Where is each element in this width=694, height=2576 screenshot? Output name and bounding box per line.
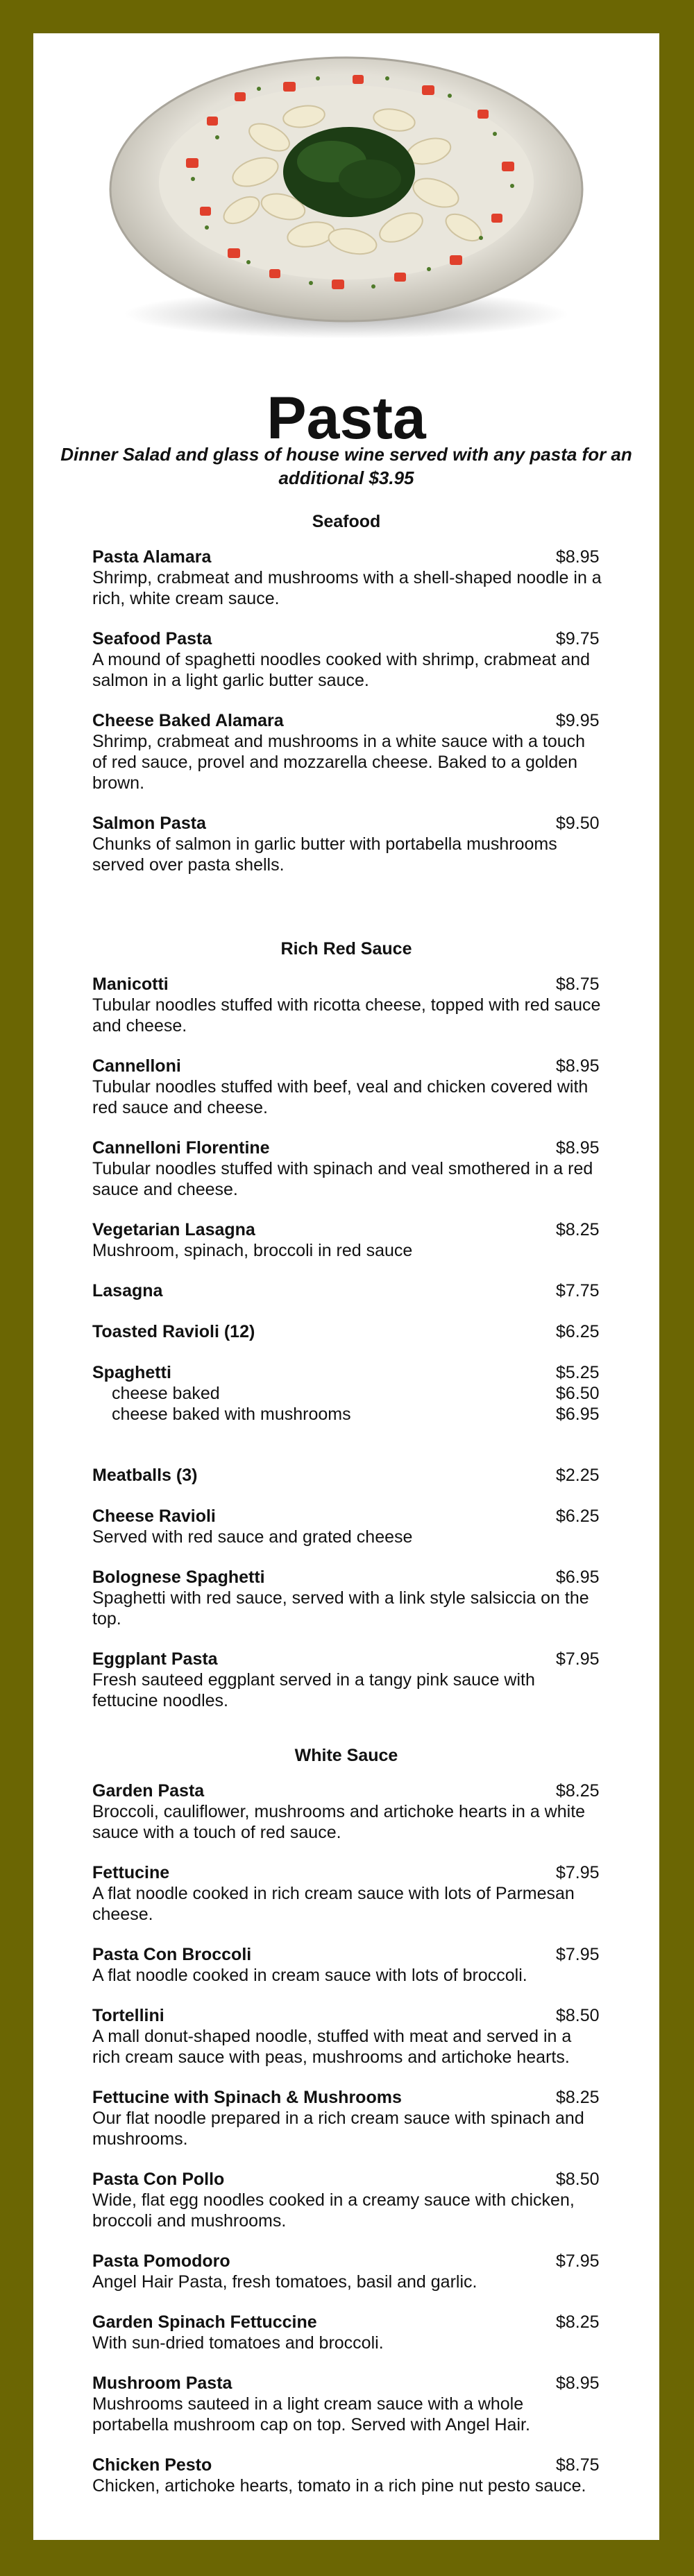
item-name: Meatballs (3) [92,1466,198,1485]
item-name: Manicotti [92,974,169,994]
menu-item [92,2087,602,2149]
item-description: Spaghetti with red sauce, served with a link style salsiccia on the top. [92,1588,589,1629]
item-name: Toasted Ravioli (12) [92,1322,255,1341]
item-description: A mall donut-shaped noodle, stuffed with meat and served in a rich cream sauce with peas, mushrooms and artichoke hearts. [92,2027,572,2067]
item-price: $8.95 [556,547,600,567]
item-description: A flat noodle cooked in cream sauce with lots of broccoli. [92,1966,527,1985]
item-price: $7.95 [556,1945,600,1964]
menu-item [92,1465,602,1486]
item-name: Cheese Ravioli [92,1506,216,1526]
item-description: Mushroom, spinach, broccoli in red sauce [92,1241,413,1260]
menu-item [92,1056,602,1118]
item-description: Our flat noodle prepared in a rich cream sauce with spinach and mushrooms. [92,2109,584,2149]
item-price: $7.95 [556,1863,600,1882]
item-description: Mushrooms sauteed in a light cream sauce with a whole portabella mushroom cap on top. Served with Angel Hair. [92,2394,530,2435]
item-description: Shrimp, crabmeat and mushrooms in a white sauce with a touch of red sauce, provel and mozzarella cheese. Baked to a golden brown. [92,732,586,793]
item-name: Salmon Pasta [92,814,206,833]
menu-item [92,628,602,691]
item-price: $6.25 [556,1322,600,1341]
menu-item [92,974,602,1036]
menu-item [92,1280,602,1301]
item-price: $8.25 [556,1781,600,1801]
item-description: A mound of spaghetti noodles cooked with shrimp, crabmeat and salmon in a light garlic butter sauce. [92,650,591,690]
item-price: $9.75 [556,629,600,649]
item-price: $8.25 [556,1220,600,1239]
menu-item [92,2312,602,2353]
item-price: $8.75 [556,2455,600,2475]
item-name: Spaghetti [92,1363,171,1382]
item-price: $8.95 [556,2373,600,2393]
menu-item [92,1362,602,1425]
intro-note: Dinner Salad and glass of house wine served with any pasta for an additional $3.95 [60,444,632,488]
item-name: Garden Spinach Fettuccine [92,2312,317,2332]
menu-item [92,2373,602,2435]
item-name: Lasagna [92,1281,163,1300]
section-title-seafood: Seafood [312,512,381,531]
item-name: Fettucine [92,1863,170,1882]
item-description: Angel Hair Pasta, fresh tomatoes, basil and garlic. [92,2272,477,2292]
item-option: cheese baked with mushrooms [112,1405,351,1424]
item-description: Chicken, artichoke hearts, tomato in a rich pine nut pesto sauce. [92,2476,586,2496]
menu-item [92,710,602,793]
item-price: $8.50 [556,2170,600,2189]
item-name: Pasta Alamara [92,547,212,567]
item-price: $9.95 [556,711,600,730]
item-name: Vegetarian Lasagna [92,1220,255,1239]
item-name: Seafood Pasta [92,629,212,649]
menu-item [92,813,602,875]
menu-item [92,1567,602,1629]
item-description: A flat noodle cooked in rich cream sauce with lots of Parmesan cheese. [92,1884,575,1924]
item-name: Garden Pasta [92,1781,205,1801]
item-price: $5.25 [556,1363,600,1382]
page-title: Pasta [266,385,426,452]
section-title-red-sauce: Rich Red Sauce [280,939,412,959]
menu-item [92,1944,602,1986]
item-description: Tubular noodles stuffed with spinach and veal smothered in a red sauce and cheese. [92,1159,593,1199]
item-option: cheese baked [112,1384,220,1403]
item-price: $8.25 [556,2088,600,2107]
item-description: Wide, flat egg noodles cooked in a creamy sauce with chicken, broccoli and mushrooms. [92,2190,575,2231]
menu-item [92,1506,602,1547]
menu-item [92,2455,602,2496]
item-option-price: $6.95 [556,1405,600,1424]
item-price: $6.95 [556,1568,600,1587]
item-name: Pasta Pomodoro [92,2251,230,2271]
menu-item [92,1862,602,1925]
item-name: Tortellini [92,2006,164,2025]
item-price: $8.95 [556,1056,600,1076]
item-price: $2.25 [556,1466,600,1485]
item-option-price: $6.50 [556,1384,600,1403]
item-price: $7.95 [556,2251,600,2271]
menu-item [92,2251,602,2292]
menu-item [92,547,602,609]
menu-item [92,1321,602,1342]
menu-item [92,2169,602,2231]
section-title-white-sauce: White Sauce [294,1746,398,1765]
item-price: $7.75 [556,1281,600,1300]
item-description: Chunks of salmon in garlic butter with portabella mushrooms served over pasta shells. [92,834,557,875]
item-price: $6.25 [556,1506,600,1526]
item-price: $7.95 [556,1649,600,1669]
item-description: Shrimp, crabmeat and mushrooms with a shell-shaped noodle in a rich, white cream sauce. [92,568,602,608]
item-description: Broccoli, cauliflower, mushrooms and artichoke hearts in a white sauce with a touch of red sauce. [92,1802,586,1842]
item-name: Fettucine with Spinach & Mushrooms [92,2088,402,2107]
menu-item [92,1780,602,1843]
item-price: $8.25 [556,2312,600,2332]
item-description: With sun-dried tomatoes and broccoli. [92,2333,384,2353]
pasta-dish-image [103,40,590,345]
item-name: Chicken Pesto [92,2455,212,2475]
item-price: $8.95 [556,1138,600,1158]
menu-card [33,33,659,2540]
item-name: Cannelloni [92,1056,181,1076]
menu-item [92,1649,602,1711]
item-price: $8.75 [556,974,600,994]
item-price: $9.50 [556,814,600,833]
menu-item [92,1137,602,1200]
item-description: Tubular noodles stuffed with beef, veal and chicken covered with red sauce and cheese. [92,1077,589,1117]
item-name: Pasta Con Pollo [92,2170,225,2189]
item-description: Served with red sauce and grated cheese [92,1527,413,1547]
menu-item [92,2005,602,2068]
item-name: Cannelloni Florentine [92,1138,270,1158]
item-name: Eggplant Pasta [92,1649,218,1669]
item-name: Pasta Con Broccoli [92,1945,252,1964]
item-name: Mushroom Pasta [92,2373,232,2393]
item-name: Bolognese Spaghetti [92,1568,265,1587]
item-name: Cheese Baked Alamara [92,711,284,730]
item-description: Tubular noodles stuffed with ricotta cheese, topped with red sauce and cheese. [92,995,601,1036]
item-description: Fresh sauteed eggplant served in a tangy pink sauce with fettucine noodles. [92,1670,535,1710]
item-price: $8.50 [556,2006,600,2025]
menu-item [92,1219,602,1261]
